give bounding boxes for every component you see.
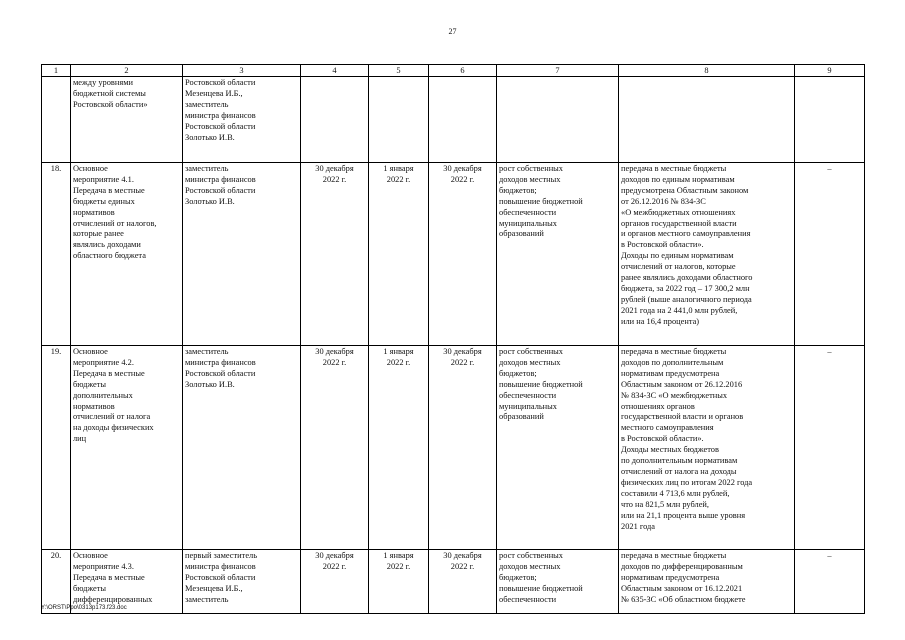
header-cell: 2 [71,65,183,77]
executor-cell: первый заместитель министра финансов Ростовской области Мезенцева И.Б., заместитель [183,550,301,614]
end-date-cell [429,77,497,163]
event-name-cell: Основное мероприятие 4.3. Передача в местные бюджеты дифференцированных [71,550,183,614]
end-date-cell: 30 декабря 2022 г. [429,163,497,346]
plan-date-cell: 30 декабря 2022 г. [301,550,369,614]
row-number-cell: 18. [42,163,71,346]
result-cell: рост собственных доходов местных бюджетов; повышение бюджетной обеспеченности муниципальных образований [497,163,619,346]
row-number-cell: 20. [42,550,71,614]
executor-cell: Ростовской области Мезенцева И.Б., заместитель министра финансов Ростовской области Золотько И.В. [183,77,301,163]
footer-file-path: Y:\ORST\Ppo\0313p173.f23.doc [41,605,127,611]
executor-cell: заместитель министра финансов Ростовской области Золотько И.В. [183,163,301,346]
page-number: 27 [448,27,457,36]
row-number-cell [42,77,71,163]
plan-date-cell: 30 декабря 2022 г. [301,163,369,346]
plan-date-cell [301,77,369,163]
table-row [42,346,865,550]
header-cell: 3 [183,65,301,77]
start-date-cell: 1 января 2022 г. [369,346,429,550]
row-number-cell: 19. [42,346,71,550]
info-cell [619,77,795,163]
header-cell: 8 [619,65,795,77]
table-row [42,77,865,163]
note-cell: – [795,163,865,346]
table-row [42,163,865,346]
header-cell: 4 [301,65,369,77]
note-cell: – [795,346,865,550]
plan-date-cell: 30 декабря 2022 г. [301,346,369,550]
result-cell [497,77,619,163]
note-cell [795,77,865,163]
table-row [42,550,865,614]
start-date-cell: 1 января 2022 г. [369,550,429,614]
event-name-cell: Основное мероприятие 4.1. Передача в местные бюджеты единых нормативов отчислений от налогов, которые ранее являлись доходами областного бюджета [71,163,183,346]
header-cell: 1 [42,65,71,77]
info-cell: передача в местные бюджеты доходов по дифференцированным нормативам предусмотрена Областным законом от 16.12.2021 № 635-ЗС «Об областном бюджете [619,550,795,614]
end-date-cell: 30 декабря 2022 г. [429,346,497,550]
header-cell: 7 [497,65,619,77]
info-cell: передача в местные бюджеты доходов по единым нормативам предусмотрена Областным законом от 26.12.2016 № 834-ЗС «О межбюджетных отношениях органов государственной власти и органов местного самоуправления в Ростовской области». Доходы по единым нормативам отчислений от налогов, которые ранее являлись доходами областного бюджета, за 2022 год – 17 300,2 млн рублей (выше аналогичного периода 2021 года на 2 441,0 млн рублей, или на 16,4 процента) [619,163,795,346]
result-cell: рост собственных доходов местных бюджетов; повышение бюджетной обеспеченности муниципальных образований [497,346,619,550]
event-name-cell: между уровнями бюджетной системы Ростовской области» [71,77,183,163]
header-cell: 9 [795,65,865,77]
header-cell: 6 [429,65,497,77]
report-table [41,64,865,614]
result-cell: рост собственных доходов местных бюджетов; повышение бюджетной обеспеченности [497,550,619,614]
start-date-cell [369,77,429,163]
header-cell: 5 [369,65,429,77]
header-row [42,65,865,77]
event-name-cell: Основное мероприятие 4.2. Передача в местные бюджеты дополнительных нормативов отчислений от налога на доходы физических лиц [71,346,183,550]
info-cell: передача в местные бюджеты доходов по дополнительным нормативам предусмотрена Областным законом от 26.12.2016 № 834-ЗС «О межбюджетных отношениях органов государственной власти и органов местного самоуправления в Ростовской области». Доходы местных бюджетов по дополнительным нормативам отчислений от налога на доходы физических лиц по итогам 2022 года составили 4 713,6 млн рублей, что на 821,5 млн рублей, или на 21,1 процента выше уровня 2021 года [619,346,795,550]
executor-cell: заместитель министра финансов Ростовской области Золотько И.В. [183,346,301,550]
start-date-cell: 1 января 2022 г. [369,163,429,346]
note-cell: – [795,550,865,614]
end-date-cell: 30 декабря 2022 г. [429,550,497,614]
